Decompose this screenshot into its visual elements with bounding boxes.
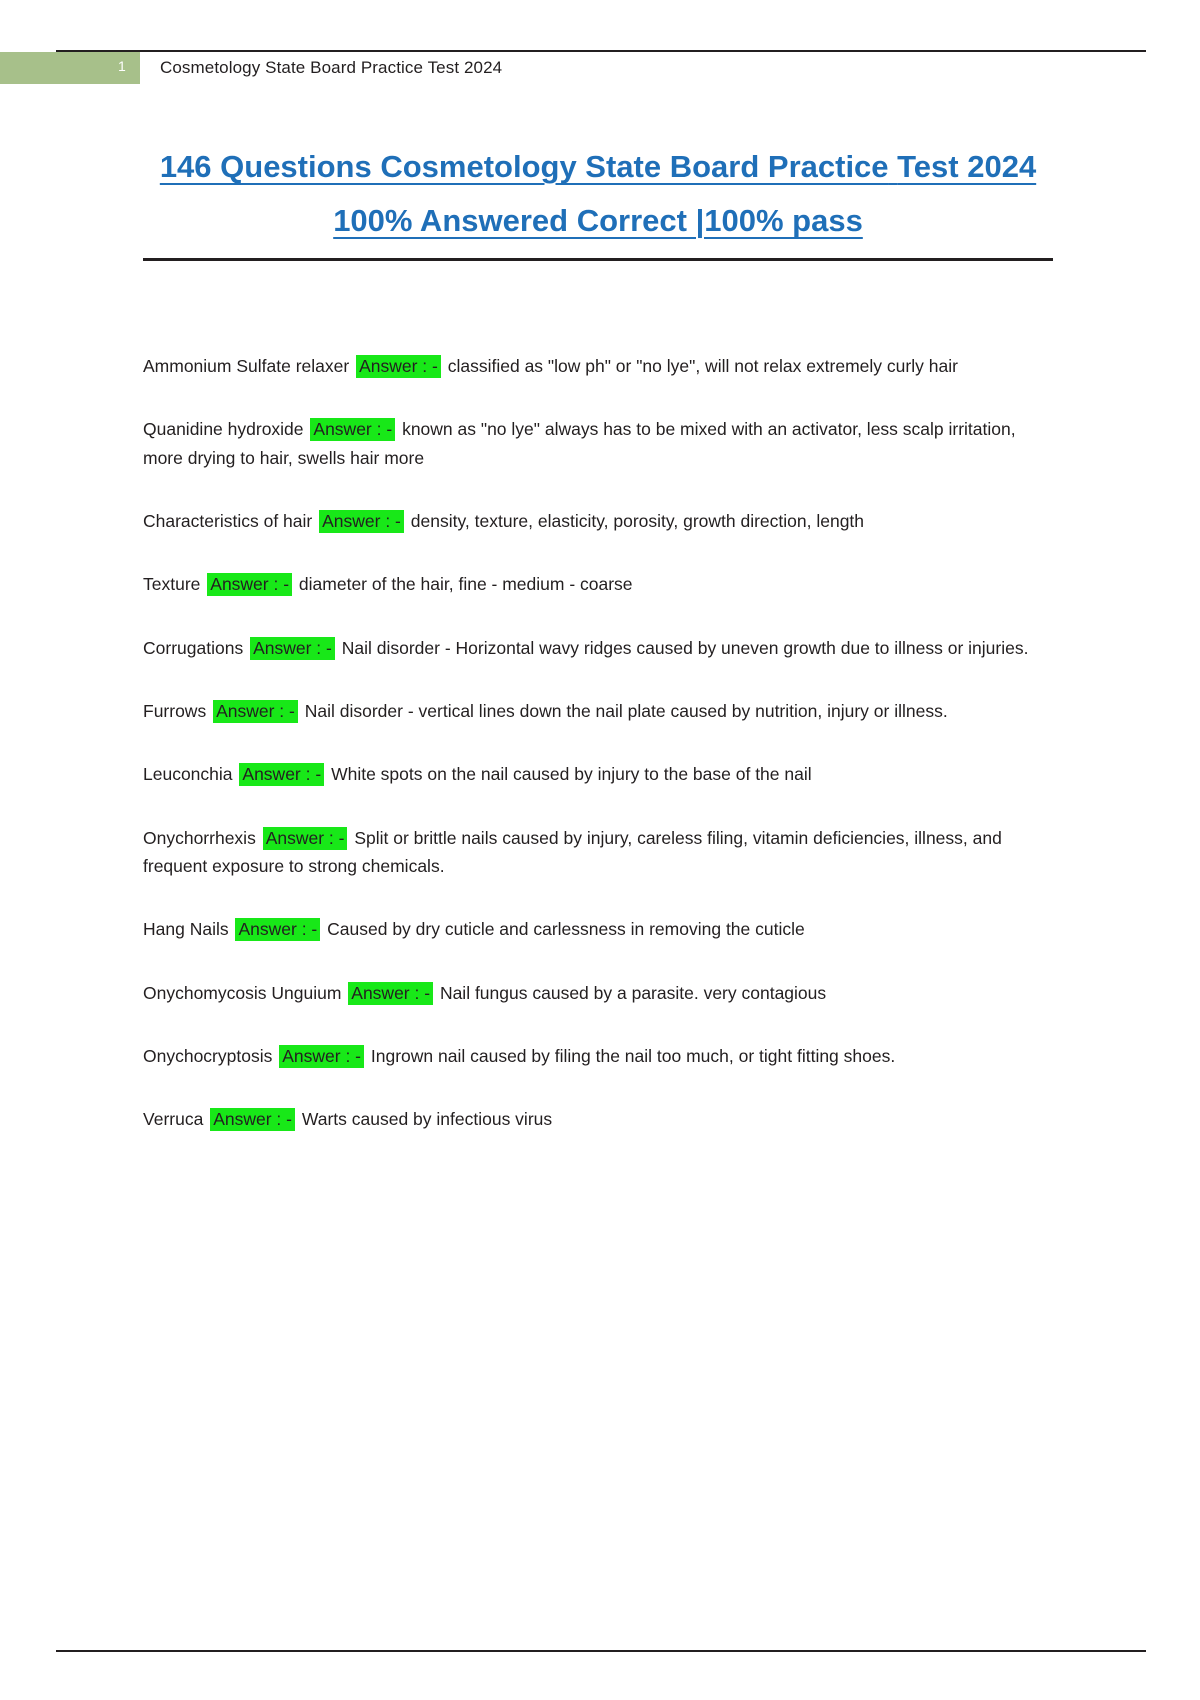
qa-item <box>143 570 1048 598</box>
qa-item <box>143 1042 1048 1070</box>
qa-term: Onychomycosis Unguium <box>143 982 342 1003</box>
qa-list <box>143 352 1048 1169</box>
qa-term: Furrows <box>143 701 207 722</box>
answer-label: Answer : - <box>235 918 320 941</box>
answer-label: Answer : - <box>310 418 395 441</box>
qa-answer: density, texture, elasticity, porosity, growth direction, length <box>410 511 865 532</box>
qa-item <box>143 352 1048 380</box>
qa-term: Hang Nails <box>143 919 229 940</box>
qa-answer: known as "no lye" always has to be mixed with an activator, less scalp irritation, more drying to hair, swells hair more <box>143 419 1016 468</box>
qa-item <box>143 507 1048 535</box>
qa-term: Verruca <box>143 1109 204 1130</box>
qa-answer: Caused by dry cuticle and carlessness in removing the cuticle <box>327 919 805 940</box>
qa-item <box>143 915 1048 943</box>
qa-term: Characteristics of hair <box>143 511 313 532</box>
answer-label: Answer : - <box>239 763 324 786</box>
qa-item <box>143 1105 1048 1133</box>
answer-label: Answer : - <box>250 637 335 660</box>
qa-answer: diameter of the hair, fine - medium - coarse <box>298 574 633 595</box>
document-title-line-1: 146 Questions Cosmetology State Board Practice <box>159 149 889 184</box>
qa-answer: classified as "low ph" or "no lye", will not relax extremely curly hair <box>447 356 958 376</box>
running-header-title: Cosmetology State Board Practice Test 2024 <box>160 58 503 77</box>
qa-answer: Ingrown nail caused by filing the nail too much, or tight fitting shoes. <box>370 1046 896 1067</box>
qa-term: Texture <box>143 574 201 595</box>
qa-term: Corrugations <box>143 637 244 658</box>
qa-term: Onychorrhexis <box>143 827 256 848</box>
qa-answer: Warts caused by infectious virus <box>301 1109 553 1130</box>
qa-answer: White spots on the nail caused by injury to the base of the nail <box>331 764 812 785</box>
qa-item <box>143 634 1048 662</box>
qa-term: Onychocryptosis <box>143 1046 273 1067</box>
qa-answer: Nail fungus caused by a parasite. very contagious <box>439 982 827 1003</box>
document-title <box>143 140 1053 249</box>
qa-item <box>143 415 1048 472</box>
answer-label: Answer : - <box>213 700 298 723</box>
qa-answer: Split or brittle nails caused by injury, careless filing, vitamin deficiencies, illness, and frequent exposure to strong chemicals. <box>143 827 1002 877</box>
qa-answer: Nail disorder - Horizontal wavy ridges caused by uneven growth due to illness or injuries. <box>341 637 1029 658</box>
answer-label: Answer : - <box>348 982 433 1005</box>
qa-item <box>143 824 1048 881</box>
answer-label: Answer : - <box>207 573 292 596</box>
qa-term: Leuconchia <box>143 764 233 785</box>
header-divider <box>56 50 1146 52</box>
footer-divider <box>56 1650 1146 1652</box>
qa-answer: Nail disorder - vertical lines down the nail plate caused by nutrition, injury or illness. <box>304 701 948 722</box>
document-title-line-2: Test 2024 100% Answered Correct |100% pass <box>333 149 1037 239</box>
qa-term: Ammonium Sulfate relaxer <box>143 356 350 376</box>
answer-label: Answer : - <box>319 510 404 533</box>
answer-label: Answer : - <box>210 1108 295 1131</box>
answer-label: Answer : - <box>356 355 441 378</box>
page-number-label: 1 <box>118 58 126 74</box>
title-divider <box>143 258 1053 261</box>
qa-term: Quanidine hydroxide <box>143 419 304 440</box>
qa-item <box>143 697 1048 725</box>
answer-label: Answer : - <box>279 1045 364 1068</box>
answer-label: Answer : - <box>263 827 348 850</box>
page-number-badge <box>0 52 140 84</box>
qa-item <box>143 979 1048 1007</box>
qa-item <box>143 760 1048 788</box>
